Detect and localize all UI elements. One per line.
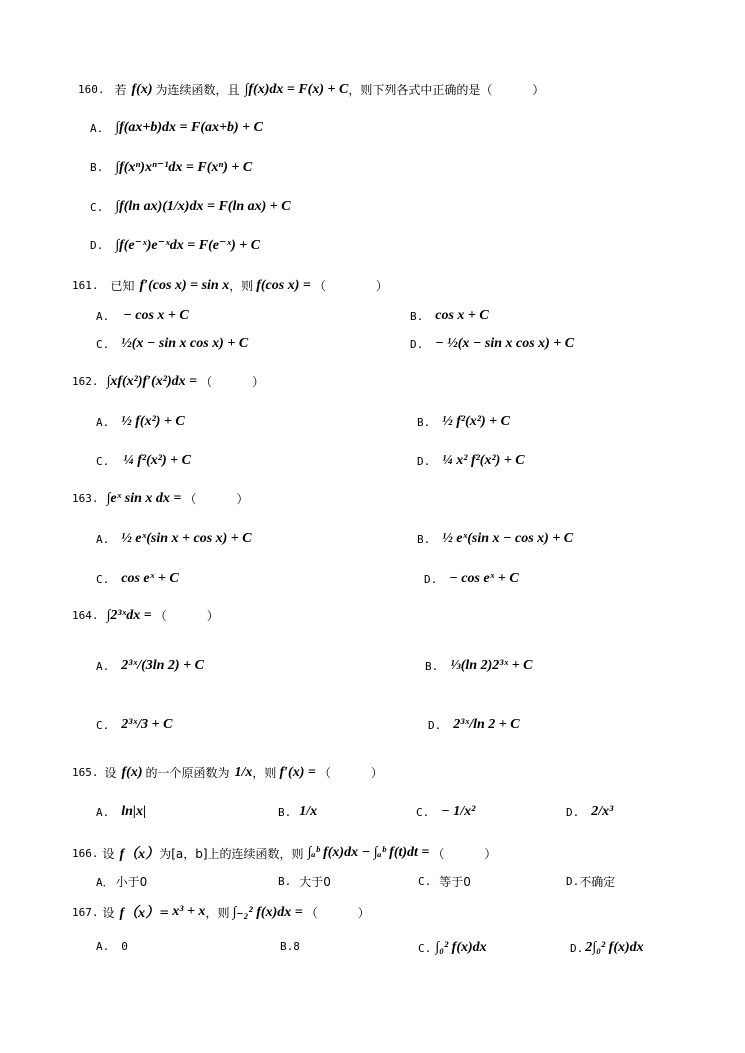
option-label: A. <box>90 121 104 135</box>
question-167-stem <box>72 902 370 922</box>
option-label: B. <box>278 805 292 819</box>
option-label: D. <box>566 805 580 819</box>
option-formula: ∫f(ax+b)dx = F(ax+b) + C <box>115 120 263 135</box>
option-label: D. <box>424 572 438 586</box>
option-b <box>280 940 300 953</box>
option-d <box>570 940 644 956</box>
option-label: B. <box>410 309 424 323</box>
answer-blank-close: ） <box>484 846 497 861</box>
stem-text: （ <box>305 905 318 920</box>
formula: 1/x <box>234 764 253 780</box>
option-b <box>90 159 252 176</box>
stem-text: 若 <box>114 83 127 97</box>
option-label: A. <box>96 532 110 546</box>
formula: f(x) <box>121 764 143 780</box>
option-label: D. <box>410 337 424 351</box>
question-166-stem <box>72 843 496 863</box>
option-b <box>278 804 317 820</box>
option-label: B. <box>417 532 431 546</box>
option-formula: 2³ˣ/ln 2 + C <box>453 717 520 732</box>
formula: ∫eˣ sin x dx = <box>106 490 182 506</box>
option-c <box>96 453 191 469</box>
option-label: B. <box>278 875 292 888</box>
option-formula: ∫f(ln ax)(1/x)dx = F(ln ax) + C <box>115 199 291 214</box>
question-160-stem <box>78 81 544 98</box>
option-c <box>96 717 172 733</box>
option-label: A. <box>96 940 110 953</box>
formula: f′(cos x) = sin x <box>139 277 230 293</box>
formula: x³ + x <box>172 904 206 919</box>
option-formula: ½ f²(x²) + C <box>442 414 510 429</box>
option-formula: cos x + C <box>435 308 489 323</box>
formula: ∫2³ˣdx = <box>106 607 152 623</box>
option-formula: ¼ x² f²(x²) + C <box>442 453 525 468</box>
option-a <box>96 531 252 547</box>
option-c <box>90 199 291 215</box>
stem-text: （ <box>200 375 213 389</box>
option-label: C. <box>90 200 104 214</box>
stem-text: （ <box>432 846 445 861</box>
formula: f（x） <box>119 847 160 862</box>
answer-blank-close: ） <box>252 375 265 389</box>
option-a <box>90 120 263 136</box>
option-a <box>96 940 128 953</box>
question-number: 165. <box>72 766 99 779</box>
formula: ∫ₐᵇ f(x)dx − ∫ₐᵇ f(t)dt = <box>307 845 430 860</box>
stem-text: 为连续函数，且 <box>155 83 240 97</box>
option-label: D. <box>417 454 431 468</box>
option-formula: 2³ˣ/3 + C <box>121 717 173 732</box>
option-b <box>425 658 533 674</box>
option-a <box>96 804 146 820</box>
option-formula: ½(x − sin x cos x) + C <box>121 336 249 351</box>
option-d <box>428 717 520 733</box>
option-formula: ½ f(x²) + C <box>121 414 185 429</box>
option-b <box>417 531 573 547</box>
option-formula: − cos eˣ + C <box>449 571 519 586</box>
option-label: C. <box>96 572 110 586</box>
option-b <box>417 414 510 430</box>
option-c <box>418 940 487 956</box>
stem-text: ，则 <box>252 766 277 780</box>
option-c <box>96 571 179 587</box>
option-formula: ½ eˣ(sin x − cos x) + C <box>442 531 574 546</box>
formula: ∫xf(x²)f′(x²)dx = <box>106 373 198 389</box>
question-number: 160. <box>78 83 105 96</box>
option-label: A． <box>96 875 114 889</box>
option-label: C. <box>96 337 110 351</box>
option-label: B. <box>425 659 439 673</box>
option-formula: ½ eˣ(sin x + cos x) + C <box>121 531 252 546</box>
option-text: 等于0 <box>439 875 471 889</box>
option-label: D. <box>428 718 442 732</box>
stem-text: （ <box>318 766 331 780</box>
option-formula: − 1/x² <box>441 804 476 819</box>
option-formula: ∫f(e⁻ˣ)e⁻ˣdx = F(e⁻ˣ) + C <box>115 238 261 253</box>
option-b <box>278 873 331 890</box>
option-label: C. <box>96 718 110 732</box>
question-163-stem <box>72 490 248 507</box>
option-b <box>410 308 489 324</box>
option-formula: 2/x³ <box>591 804 614 819</box>
formula: f′(x) = <box>279 764 316 780</box>
stem-text: （ <box>154 609 167 623</box>
option-label: C. <box>418 941 432 955</box>
question-number: 161. <box>72 279 99 292</box>
option-d <box>90 237 260 254</box>
formula: f（x） <box>119 906 160 921</box>
question-161-stem <box>72 277 388 294</box>
question-number: 164. <box>72 609 99 622</box>
stem-text: （ <box>184 492 197 506</box>
option-c <box>416 804 475 820</box>
option-text: 不确定 <box>579 875 616 889</box>
option-formula: 2³ˣ/(3ln 2) + C <box>121 658 204 673</box>
option-d <box>424 571 519 587</box>
option-c <box>96 336 248 352</box>
answer-blank-close: ） <box>206 609 219 623</box>
option-d <box>566 873 615 890</box>
stem-text: ，则 <box>229 279 254 293</box>
stem-text: ，则 <box>205 905 230 920</box>
stem-text: ，则下列各式中正确的是（ <box>348 83 493 97</box>
stem-text: 的一个原函数为 <box>145 766 230 780</box>
option-formula: − cos x + C <box>123 308 189 323</box>
option-formula: ⅓(ln 2)2³ˣ + C <box>450 658 533 673</box>
question-162-stem <box>72 373 264 390</box>
option-label: B. <box>90 161 104 174</box>
option-label: B. <box>417 415 431 429</box>
question-165-stem <box>72 764 383 781</box>
option-label: C. <box>418 875 432 888</box>
option-d <box>410 336 574 352</box>
option-a <box>96 308 189 324</box>
stem-text: = <box>159 905 170 919</box>
stem-text: 设 <box>102 846 115 861</box>
option-formula: 2∫₀² f(x)dx <box>585 940 644 955</box>
question-number: 166. <box>72 846 99 860</box>
option-formula: cos eˣ + C <box>121 571 179 586</box>
answer-blank-close: ） <box>375 279 388 293</box>
stem-text: （ <box>313 279 326 293</box>
stem-text: 已知 <box>110 279 135 293</box>
option-label: A. <box>96 415 110 429</box>
option-label: B. <box>280 940 294 953</box>
option-formula: ∫₀² f(x)dx <box>435 940 487 955</box>
stem-text: 设 <box>102 905 115 920</box>
option-text: 大于0 <box>299 875 331 889</box>
answer-blank-close: ） <box>357 905 370 920</box>
option-formula: ln|x| <box>121 804 147 819</box>
stem-text: 为[a，b]上的连续函数，则 <box>159 846 304 861</box>
option-a <box>96 873 147 890</box>
question-164-stem <box>72 607 219 624</box>
option-d <box>417 453 525 469</box>
option-formula: − ½(x − sin x cos x) + C <box>435 336 575 351</box>
option-text: 小于0 <box>115 875 148 889</box>
option-c <box>418 873 471 890</box>
option-label: D. <box>570 941 584 955</box>
option-a <box>96 414 185 430</box>
option-label: A. <box>96 805 110 819</box>
option-label: C. <box>96 454 110 468</box>
option-formula: ∫f(xⁿ)xⁿ⁻¹dx = F(xⁿ) + C <box>115 160 253 175</box>
option-formula: 1/x <box>299 804 318 819</box>
question-number: 162. <box>72 375 99 388</box>
answer-blank-close: ） <box>236 492 249 506</box>
option-label: D. <box>566 875 580 888</box>
answer-blank-close: ） <box>370 766 383 780</box>
option-text: 8 <box>293 940 300 953</box>
option-label: A. <box>96 659 110 673</box>
answer-blank-close: ） <box>532 83 545 97</box>
option-text: 0 <box>121 940 128 953</box>
question-number: 163. <box>72 492 99 505</box>
formula: f(x) <box>131 81 153 97</box>
option-d <box>566 804 613 820</box>
option-formula: ¼ f²(x²) + C <box>123 453 191 468</box>
option-a <box>96 658 204 674</box>
question-number: 167. <box>72 905 99 919</box>
formula: ∫f(x)dx = F(x) + C <box>244 81 349 97</box>
formula: f(cos x) = <box>256 277 311 293</box>
formula: ∫₋₂² f(x)dx = <box>232 904 303 920</box>
option-label: C. <box>416 805 430 819</box>
option-label: D. <box>90 239 104 252</box>
option-label: A. <box>96 309 110 323</box>
stem-text: 设 <box>104 766 117 780</box>
